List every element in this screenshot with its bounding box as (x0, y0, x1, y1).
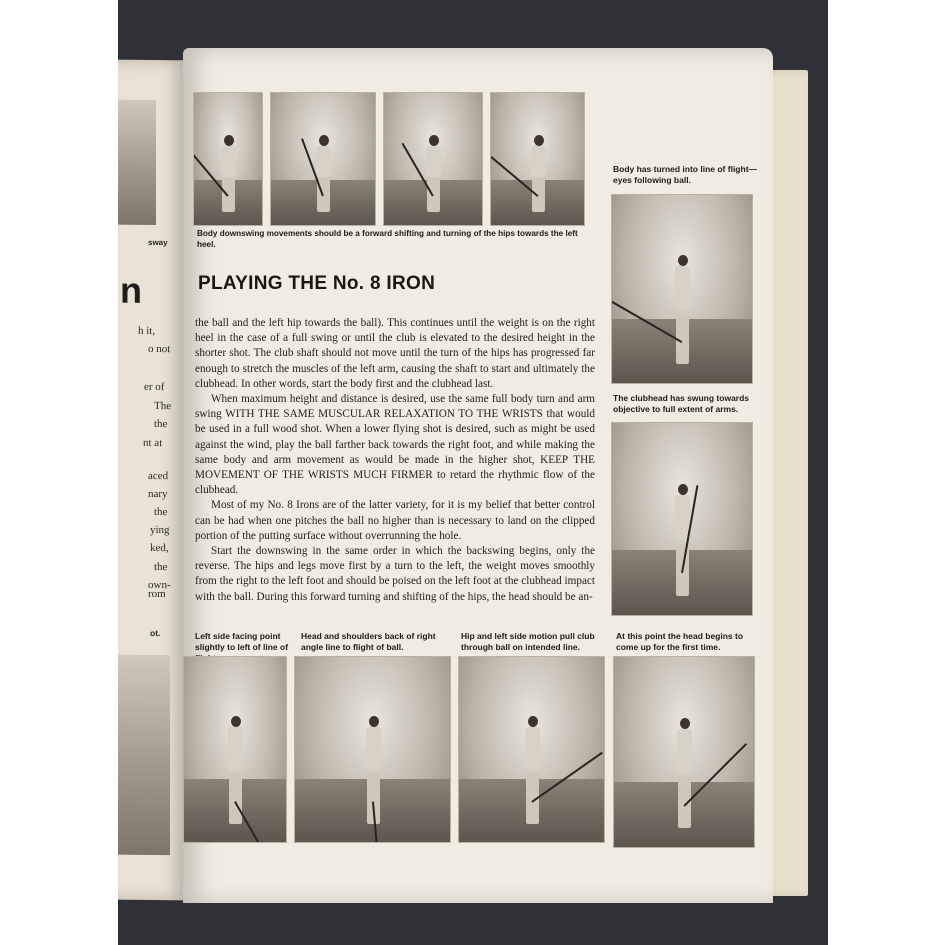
left-text-fragment: rom (148, 587, 166, 601)
left-text-fragment: nt at (143, 436, 163, 450)
left-text-fragment: aced (148, 469, 169, 483)
left-text-fragment: the (154, 418, 168, 431)
article-body (195, 316, 595, 605)
left-text-fragment: the (154, 506, 168, 519)
left-text-fragment: ked, (150, 541, 169, 555)
swing-photo-top-4 (490, 92, 585, 226)
left-text-fragment: the (154, 561, 168, 574)
swing-photo-side-1 (611, 194, 753, 384)
bottom-caption-4: At this point the head begins to come up for the first time. (616, 631, 744, 652)
left-text-fragment: own- (148, 578, 171, 592)
bottom-caption-3: Hip and left side motion pull club through ball on intended line. (461, 631, 595, 652)
left-text-fragment: h it, (138, 324, 156, 338)
side-caption-1: Body has turned into line of flight—eyes following ball. (613, 164, 758, 185)
left-page-photo (118, 100, 156, 225)
bottom-caption-2: Head and shoulders back of right angle line to flight of ball. (301, 631, 436, 652)
right-page (183, 48, 773, 903)
left-text-fragment: er of (144, 380, 165, 394)
left-text-fragment: ying (150, 523, 170, 537)
body-paragraph: When maximum height and distance is desired, use the same full body turn and arm swing WITH THE SAME MUSCULAR RELAXATION TO THE WRISTS that would be used in a full wood shot. When a lower flying shot is desired, such as might be used against the wind, play the ball farther back towards the right foot, and while making the same body and arm movement as would be made in the higher shot, KEEP THE MOVEMENT OF THE WRISTS MUCH FIRMER to retard the rhythmic flow of the clubhead. (195, 393, 595, 497)
left-heading-fragment: n (120, 269, 142, 311)
swing-photo-bottom-2 (294, 656, 451, 843)
left-page (118, 60, 188, 901)
top-photos-caption: Body downswing movements should be a forward shifting and turning of the hips towards the left heel. (197, 229, 578, 249)
left-text-fragment: nary (148, 487, 168, 501)
swing-photo-side-2 (611, 422, 753, 616)
swing-photo-top-1 (193, 92, 263, 226)
page-title: PLAYING THE No. 8 IRON (198, 273, 436, 294)
swing-photo-top-2 (270, 92, 376, 226)
bottom-caption-1: Left side facing point slightly to left of line of (195, 631, 289, 652)
body-paragraph: Start the downswing in the same order in which the backswing begins, only the reverse. The hips and legs move first by a turn to the left, the weight moves smoothly from the right to the left foot and should be poised on the left foot at the clubhead impact with the ball. During this forward turning and shifting of the hips, the head should be an- (195, 545, 595, 603)
swing-photo-bottom-1 (183, 656, 287, 843)
body-paragraph: Most of my No. 8 Irons are of the latter variety, for it is my belief that better control can be had when one pitches the ball no higher than is necessary to land on the clipped portion of the putting surface without overrunning the hole. (195, 499, 595, 542)
swing-photo-top-3 (383, 92, 483, 226)
swing-photo-bottom-3 (458, 656, 605, 843)
swing-photo-bottom-4 (613, 656, 755, 848)
left-text-fragment: The (154, 400, 172, 413)
left-caption-fragment: sway (148, 237, 168, 248)
body-paragraph: the ball and the left hip towards the ball). This continues until the weight is on the right heel in the case of a full swing or until the club is elevated to the desired height in the shorter shot. The club shaft should not move until the turn of the hips has progressed far enough to stretch the muscles of the left arm, causing the shaft to start and ultimately the clubhead. In other words, start the body first and the clubhead last. (195, 317, 595, 390)
left-caption-fragment: ot. (150, 627, 161, 639)
left-page-photo (118, 655, 170, 856)
side-caption-2: The clubhead has swung towards objective to full extent of arms. (613, 393, 750, 414)
left-text-fragment: o not (148, 342, 171, 356)
